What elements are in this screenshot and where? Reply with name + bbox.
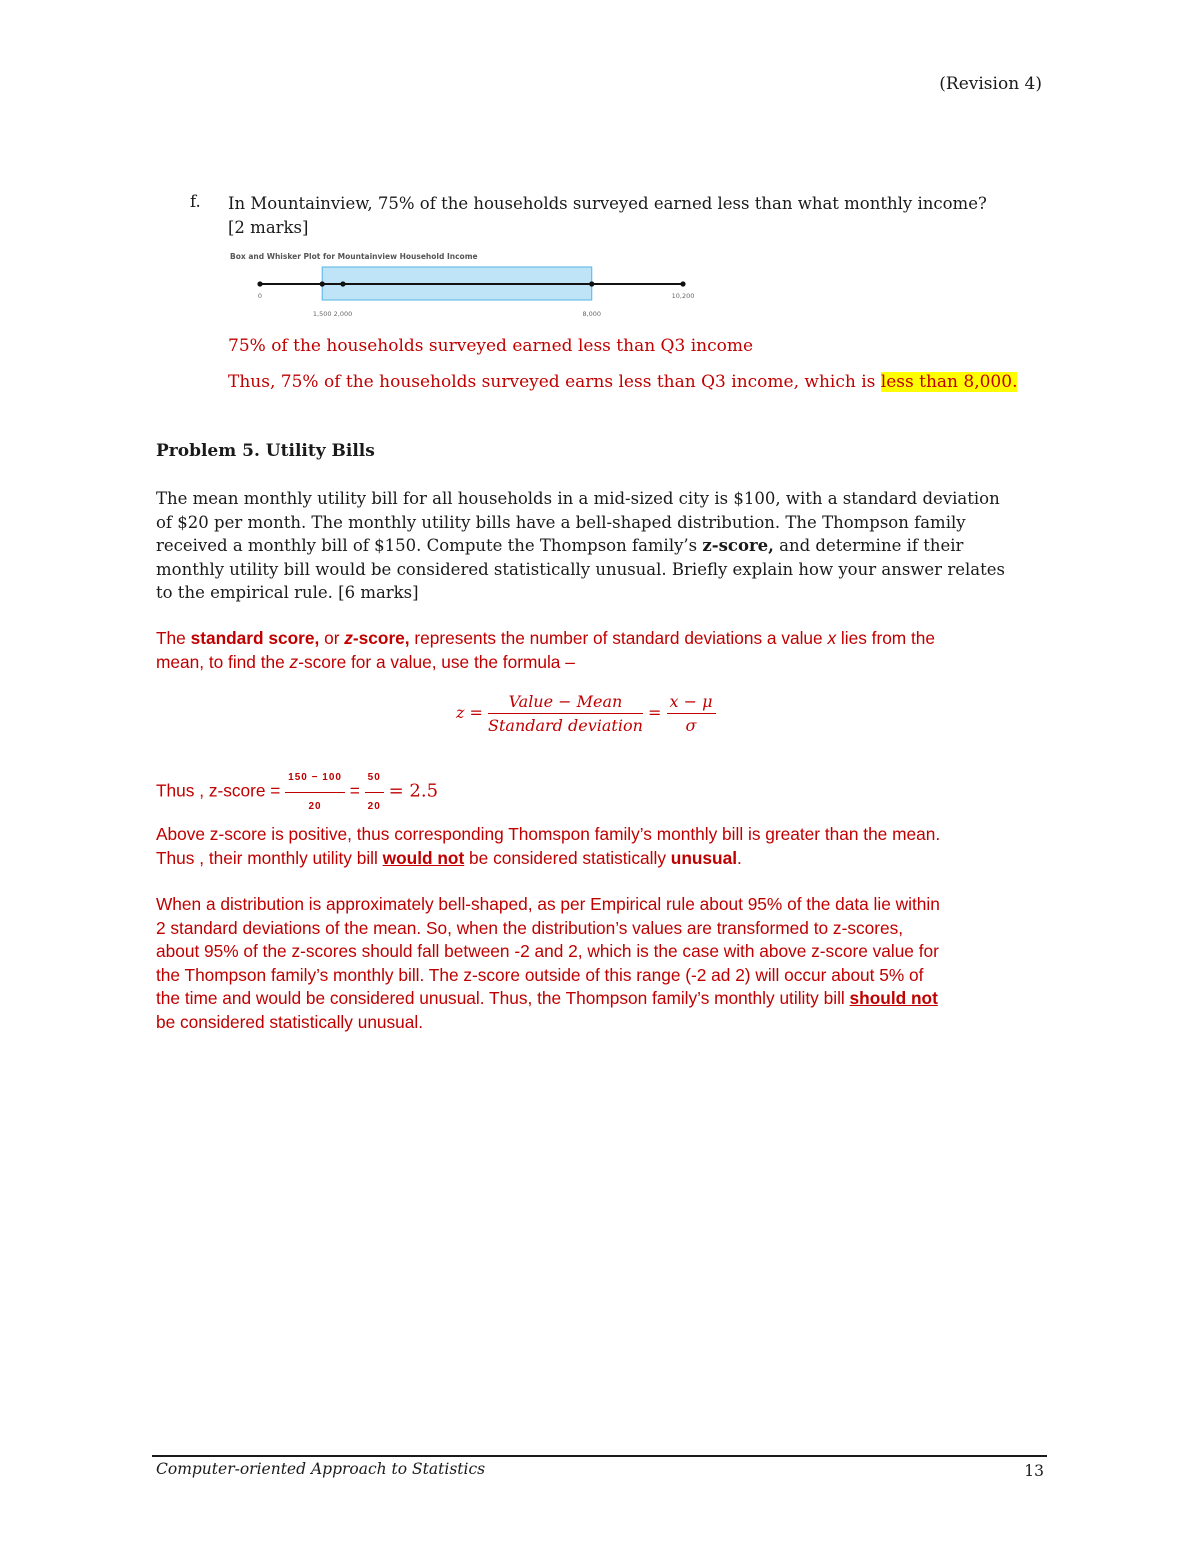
definition-z-italic: z: [344, 628, 353, 648]
computation-equals: =: [349, 780, 360, 801]
box-whisker-plot: [228, 250, 708, 322]
problem-5-text: received a monthly bill of $150. Compute the Thompson family’s: [156, 536, 703, 555]
conclusion-period: .: [737, 847, 742, 868]
empirical-line: 2 standard deviations of the mean. So, when the distribution’s values are transformed to z-scores,: [156, 917, 904, 938]
boxplot-tick-label: 0: [257, 292, 263, 300]
computation-result: = 2.5: [388, 780, 439, 802]
computation-denominator: 20: [308, 800, 322, 812]
boxplot-point-q1: [320, 281, 325, 286]
formula-fraction-words: [488, 692, 643, 735]
empirical-rule-paragraph: [156, 893, 1056, 1034]
formula-numerator: x − μ: [667, 692, 716, 714]
formula-lhs: z =: [456, 703, 483, 722]
formula-equals: =: [648, 703, 662, 722]
definition-x-italic: x: [827, 628, 837, 648]
zscore-definition: [156, 627, 1056, 674]
answer-f-highlight: less than 8,000.: [880, 372, 1018, 392]
footer-page-number: 13: [1024, 1462, 1044, 1480]
definition-text: or: [319, 628, 345, 648]
revision-label: (Revision 4): [939, 74, 1042, 94]
definition-text: lies from the: [836, 628, 936, 648]
empirical-line: about 95% of the z-scores should fall between -2 and 2, which is the case with above z-score value for: [156, 941, 939, 961]
boxplot-tick-label: 2,000: [333, 310, 353, 318]
computation-denominator: 20: [367, 800, 381, 812]
problem-5-text: and determine if their: [773, 536, 964, 555]
empirical-line: be considered statistically unusual.: [156, 1011, 424, 1032]
empirical-should-not: should not: [849, 988, 938, 1008]
boxplot-tick-label: 8,000: [582, 310, 602, 318]
computation-fraction-2: [365, 766, 384, 818]
definition-text: -score for a value, use the formula –: [298, 651, 575, 672]
footer-course-title: Computer-oriented Approach to Statistics: [156, 1460, 486, 1478]
conclusion-would-not: would not: [382, 847, 465, 868]
formula-fraction-symbols: [667, 692, 716, 735]
empirical-line: When a distribution is approximately bell-shaped, as per Empirical rule about 95% of the data lie within: [156, 894, 940, 914]
boxplot-title: Box and Whisker Plot for Mountainview Household Income: [230, 252, 478, 261]
boxplot-point-min: [257, 281, 262, 286]
zscore-definition-line1: [156, 627, 1056, 651]
boxplot-point-median: [340, 281, 345, 286]
problem-5-line: monthly utility bill would be considered statistically unusual. Briefly explain how your answer relates: [156, 559, 1005, 579]
problem-5-line: of $20 per month. The monthly utility bills have a bell-shaped distribution. The Thompson family: [156, 512, 966, 532]
problem-5-line: to the empirical rule. [6 marks]: [156, 583, 419, 602]
problem-5-line: [156, 534, 1056, 558]
empirical-line: the Thompson family’s monthly bill. The z-score outside of this range (-2 ad 2) will occur about 5% of: [156, 964, 924, 985]
problem-5-line: The mean monthly utility bill for all households in a mid-sized city is $100, with a standard deviation: [156, 489, 1000, 508]
answer-f-prefix: Thus, 75% of the households surveyed earns less than Q3 income, which is: [228, 372, 881, 392]
conclusion-line2: [156, 847, 1056, 871]
question-f-text: [228, 192, 1048, 240]
answer-f-line2: [228, 372, 1017, 392]
question-letter: f.: [190, 192, 201, 211]
zscore-formula: [456, 692, 716, 735]
conclusion-unusual: unusual: [670, 847, 738, 868]
conclusion-text: Thus , their monthly utility bill: [156, 847, 383, 868]
boxplot-tick-label: 10,200: [671, 292, 695, 300]
problem-5-title: Problem 5. Utility Bills: [156, 441, 375, 461]
definition-text: The: [156, 628, 191, 648]
conclusion-line1: Above z-score is positive, thus corresponding Thomspon family’s monthly bill is greater than the mean.: [156, 824, 941, 844]
definition-bold: -score,: [352, 628, 410, 648]
conclusion-paragraph: [156, 823, 1056, 870]
definition-text: represents the number of standard deviations a value: [409, 628, 828, 648]
boxplot-tick-label: 1,500: [312, 310, 332, 318]
empirical-line: [156, 987, 1056, 1011]
problem-5-bold: z-score,: [702, 536, 774, 555]
formula-denominator: σ: [685, 716, 697, 735]
zscore-computation: [156, 766, 1056, 818]
computation-numerator: 50: [365, 766, 384, 793]
computation-numerator: 150 − 100: [285, 766, 345, 793]
definition-text: mean, to find the: [156, 651, 290, 672]
conclusion-text: be considered statistically: [464, 847, 671, 868]
answer-f-line1: 75% of the households surveyed earned less than Q3 income: [228, 336, 754, 356]
computation-fraction-1: [285, 766, 345, 818]
empirical-text: the time and would be considered unusual. Thus, the Thompson family’s monthly utility bill: [156, 988, 850, 1008]
footer-divider: [152, 1455, 1047, 1457]
boxplot-point-q3: [589, 281, 594, 286]
definition-bold: standard score,: [190, 628, 320, 648]
boxplot-point-max: [680, 281, 685, 286]
formula-numerator: Value − Mean: [488, 692, 643, 714]
question-f-line2: [2 marks]: [228, 218, 309, 237]
definition-z-italic: z: [289, 651, 299, 672]
problem-5-body: [156, 487, 1056, 605]
formula-denominator: Standard deviation: [488, 716, 643, 735]
question-f-line1: In Mountainview, 75% of the households surveyed earned less than what monthly income?: [228, 194, 987, 213]
computation-label: Thus , z-score =: [156, 780, 286, 801]
zscore-definition-line2: [156, 651, 1056, 675]
